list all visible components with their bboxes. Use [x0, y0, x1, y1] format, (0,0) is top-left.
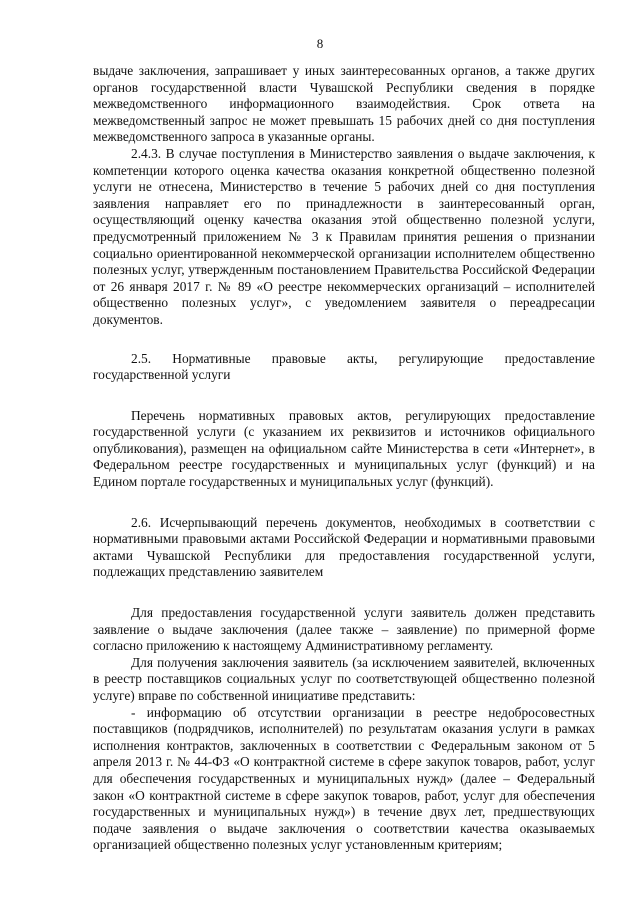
paragraph-application-required: Для предоставления государственной услуги заявитель должен представить заявление о выдаче заключения (далее также – заявление) по примерной форме согласно приложению к настоящему Административному регламенту.	[93, 605, 595, 654]
list-item-unscrupulous-suppliers-info: - информацию об отсутствии организации в реестре недобросовестных поставщиков (подрядчиков, исполнителей) по результатам оказания услуги в рамках исполнения контрактов, заключенных в соответствии с Федеральным законом от 5 апреля 2013 г. № 44-ФЗ «О контрактной системе в сфере закупок товаров, работ, услуг для обеспечения государственных и муниципальных нужд» (далее – Федеральный закон «О контрактной системе в сфере закупок товаров, работ, услуг для обеспечения государственных и муниципальных нужд») в течение двух лет, предшествующих подаче заявления о выдаче заключения о соответствии качества оказываемых организацией общественно полезных услуг установленным критериям;	[93, 704, 595, 853]
section-heading-2-5: 2.5. Нормативные правовые акты, регулирующие предоставление государственной услуги	[93, 350, 595, 383]
paragraph-interagency-request: выдаче заключения, запрашивает у иных заинтересованных органов, а также других органов государственной власти Чувашской Республики сведения в порядке межведомственного информационного взаимодействия. Срок ответа на межведомственный запрос не может превышать 15 рабочих дней со дня поступления межведомственного запроса в указанные органы.	[93, 63, 595, 145]
paragraph-legal-acts-list: Перечень нормативных правовых актов, регулирующих предоставление государственной услуги (с указанием их реквизитов и источников официального опубликования), размещен на официальном сайте Министерства в сети «Интернет», в Федеральном реестре государственных и муниципальных услуг (функций) и на Едином портале государственных и муниципальных услуг (функций).	[93, 407, 595, 490]
section-heading-2-6: 2.6. Исчерпывающий перечень документов, необходимых в соответствии с нормативными правовыми актами Российской Федерации и нормативными правовыми актами Чувашской Республики для предоставления государственной услуги, подлежащих представлению заявителем	[93, 514, 595, 580]
page-number: 8	[316, 36, 324, 51]
document-body	[93, 63, 595, 854]
paragraph-optional-documents: Для получения заключения заявитель (за исключением заявителей, включенных в реестр поставщиков социальных услуг по соответствующей общественно полезной услуге) вправе по собственной инициативе представить:	[93, 654, 595, 703]
paragraph-2-4-3: 2.4.3. В случае поступления в Министерство заявления о выдаче заключения, к компетенции которого оценка качества оказания конкретной общественно полезной услуги не отнесена, Министерство в течение 5 рабочих дней со дня поступления заявления направляет его по принадлежности в заинтересованный орган, осуществляющий оценку качества оказания этой общественно полезной услуги, предусмотренный приложением № 3 к Правилам принятия решения о признании социально ориентированной некоммерческой организации исполнителем общественно полезных услуг, утвержденным постановлением Правительства Российской Федерации от 26 января 2017 г. № 89 «О реестре некоммерческих организаций – исполнителей общественно полезных услуг», с уведомлением заявителя о переадресации документов.	[93, 145, 595, 327]
